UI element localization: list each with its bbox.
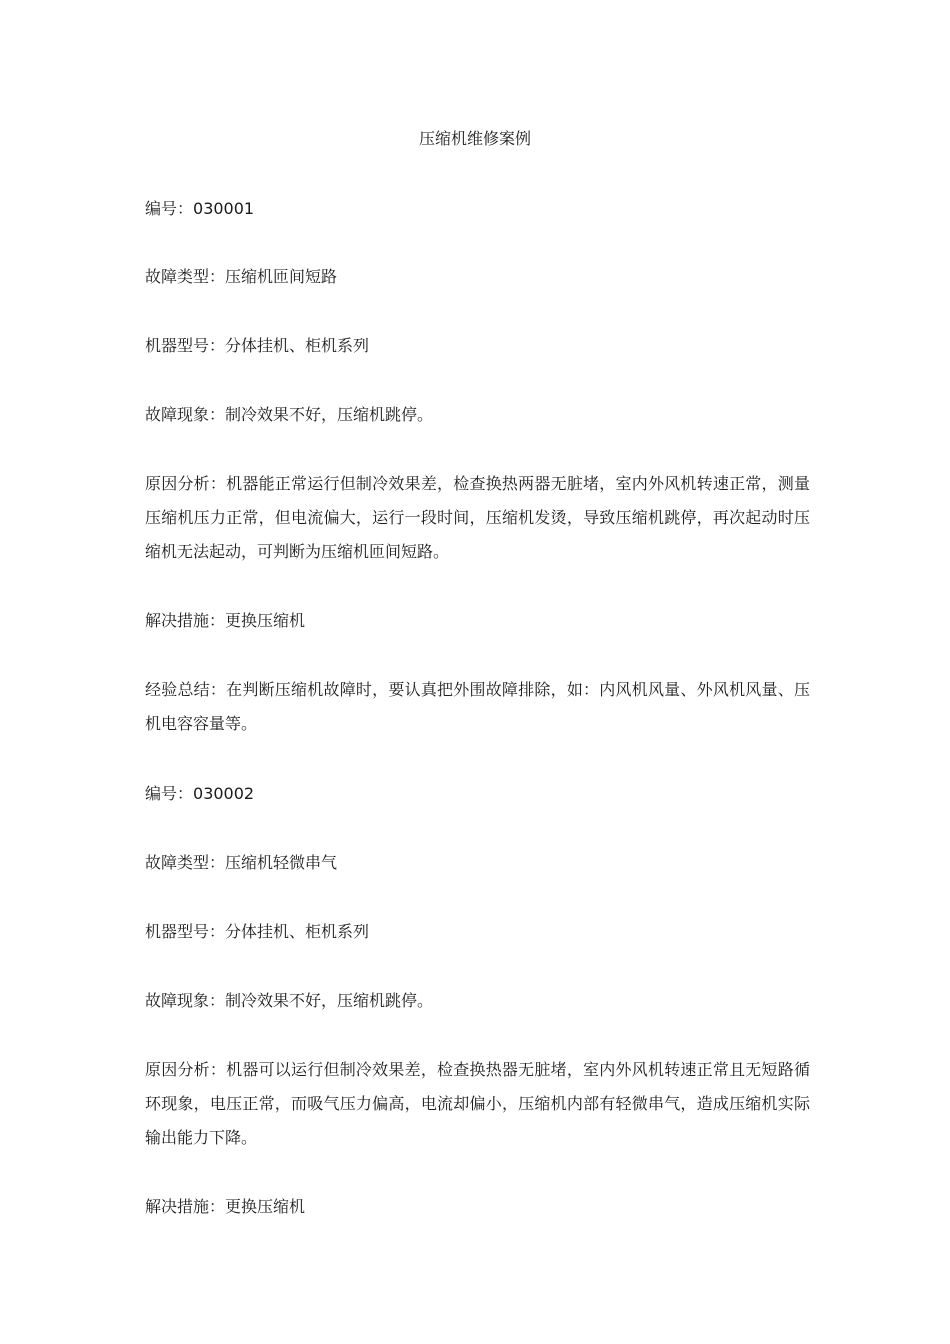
- case-1-analysis: [145, 467, 810, 569]
- analysis-label: 原因分析：: [145, 474, 227, 493]
- case-id-value: 030002: [193, 784, 255, 803]
- case-2-id: [145, 777, 810, 811]
- analysis-label: 原因分析：: [145, 1060, 227, 1079]
- case-2-solution: [145, 1190, 810, 1224]
- symptom-label: 故障现象：: [145, 405, 226, 424]
- analysis-value: 机器能正常运行但制冷效果差，检查换热两器无脏堵，室内外风机转速正常，测量压缩机压力正常，但电流偏大，运行一段时间，压缩机发烫，导致压缩机跳停，再次起动时压缩机无法起动，可判断为压缩机匝间短路。: [145, 474, 810, 561]
- case-id-value: 030001: [193, 199, 255, 218]
- case-2-analysis: [145, 1053, 810, 1155]
- solution-value: 更换压缩机: [225, 611, 306, 630]
- model-label: 机器型号：: [145, 922, 226, 941]
- fault-type-value: 压缩机匝间短路: [225, 267, 338, 286]
- symptom-label: 故障现象：: [145, 991, 226, 1010]
- case-2-model: [145, 915, 810, 949]
- case-1-solution: [145, 604, 810, 638]
- model-value: 分体挂机、柜机系列: [225, 922, 370, 941]
- case-id-label: 编号：: [145, 199, 194, 218]
- fault-type-value: 压缩机轻微串气: [225, 853, 338, 872]
- solution-label: 解决措施：: [145, 611, 226, 630]
- fault-type-label: 故障类型：: [145, 853, 226, 872]
- symptom-value: 制冷效果不好，压缩机跳停。: [225, 405, 434, 424]
- summary-label: 经验总结：: [145, 680, 227, 699]
- case-id-label: 编号：: [145, 784, 194, 803]
- summary-value: 在判断压缩机故障时，要认真把外围故障排除，如：内风机风量、外风机风量、压机电容容量等。: [145, 680, 810, 733]
- symptom-value: 制冷效果不好，压缩机跳停。: [225, 991, 434, 1010]
- case-1-id: [145, 192, 810, 226]
- case-2-fault-type: [145, 846, 810, 880]
- case-1-summary: [145, 673, 810, 741]
- fault-type-label: 故障类型：: [145, 267, 226, 286]
- solution-value: 更换压缩机: [225, 1197, 306, 1216]
- case-1-symptom: [145, 398, 810, 432]
- model-label: 机器型号：: [145, 336, 226, 355]
- solution-label: 解决措施：: [145, 1197, 226, 1216]
- case-2-symptom: [145, 984, 810, 1018]
- document-title: 压缩机维修案例: [418, 129, 531, 148]
- model-value: 分体挂机、柜机系列: [225, 336, 370, 355]
- analysis-value: 机器可以运行但制冷效果差，检查换热器无脏堵，室内外风机转速正常且无短路循环现象，电压正常，而吸气压力偏高，电流却偏小，压缩机内部有轻微串气，造成压缩机实际输出能力下降。: [145, 1060, 810, 1147]
- case-1-fault-type: [145, 260, 810, 294]
- case-1-model: [145, 329, 810, 363]
